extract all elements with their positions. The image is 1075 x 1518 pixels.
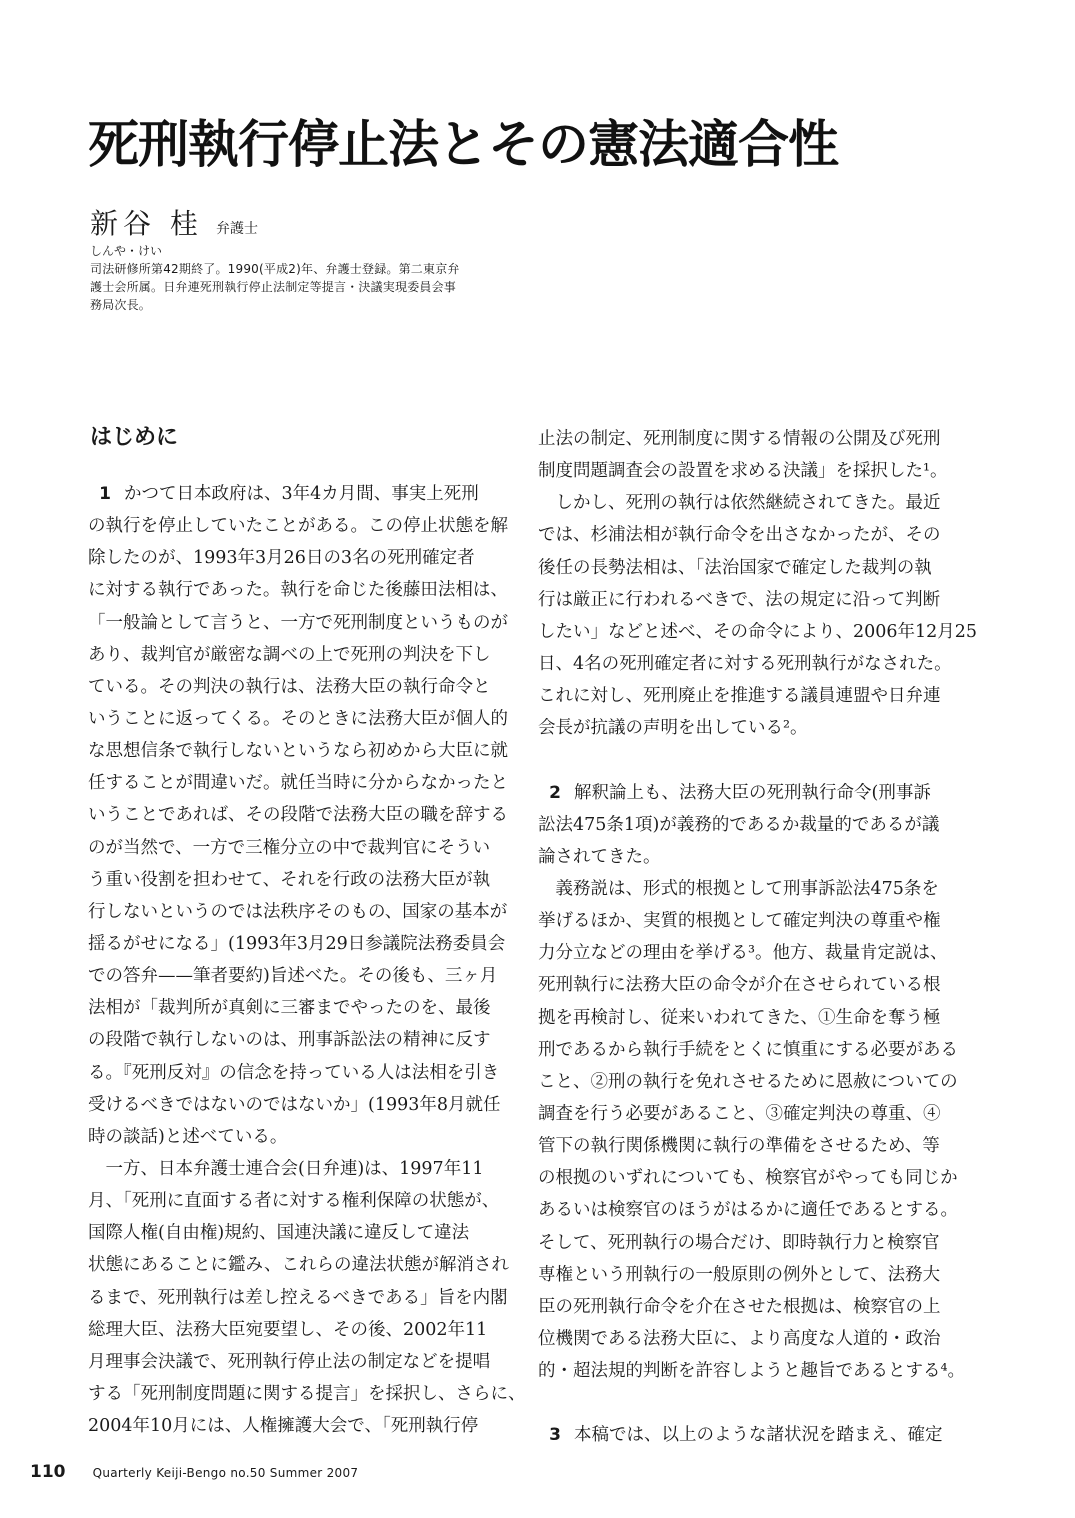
article-title: 死刑執行停止法とその憲法適合性 — [88, 116, 839, 175]
text-line: 1 かつて日本政府は、3年4カ月間、事実上死刑 — [88, 478, 518, 510]
text-line: 「一般論として言うと、一方で死刑制度というものが — [88, 612, 508, 633]
text-line: 行しないというのでは法秩序そのもの、国家の基本が — [88, 901, 508, 922]
text-line: したい」などと述べ、その命令により、2006年12月25 — [538, 621, 978, 642]
text-line: 専権という刑執行の一般原則の例外として、法務大 — [538, 1264, 941, 1285]
text-line: 除したのが、1993年3月26日の3名の死刑確定者 — [88, 548, 475, 569]
text-line: の執行を停止していたことがある。この停止状態を解 — [88, 516, 508, 537]
text-line: こと、②刑の執行を免れさせるために恩赦についての — [538, 1071, 958, 1092]
text-line: 日、4名の死刑確定者に対する死刑執行がなされた。 — [538, 653, 952, 674]
text-line: ている。その判決の執行は、法務大臣の執行命令と — [88, 676, 491, 697]
text-line: 法相が「裁判所が真剣に三審までやったのを、最後 — [88, 998, 491, 1019]
text-line: 義務説は、形式的根拠として刑事訴訟法475条を — [555, 878, 939, 899]
text-line: これに対し、死刑廃止を推進する議員連盟や日弁連 — [538, 686, 941, 707]
text-line: 訟法475条1項)が義務的であるか裁量的であるが議 — [538, 814, 940, 835]
author-name: 新谷 桂 — [90, 207, 203, 240]
section-number: 3 — [549, 1425, 561, 1446]
text-line: 2004年10月には、人権擁護大会で、「死刑執行停 — [88, 1416, 479, 1437]
text-line: な思想信条で執行しないというなら初めから大臣に就 — [88, 741, 508, 762]
right-column — [538, 423, 978, 1452]
author-role: 弁護士 — [216, 221, 258, 237]
text-line: 2 解釈論上も、法務大臣の死刑執行命令(刑事訴 — [538, 777, 968, 809]
text-line: るまで、死刑執行は差し控えるべきである」旨を内閣 — [88, 1287, 508, 1308]
text-line: 調査を行う必要があること、③確定判決の尊重、④ — [538, 1103, 941, 1124]
text-line: あり、裁判官が厳密な調べの上で死刑の判決を下し — [88, 644, 491, 665]
section-number: 2 — [549, 782, 561, 803]
bio-line: 護士会所属。日弁連死刑執行停止法制定等提言・決議実現委員会事 — [90, 280, 457, 294]
text-line: 時の談話)と述べている。 — [88, 1126, 288, 1147]
text-line: 論されてきた。 — [538, 846, 661, 867]
section-number: 1 — [99, 484, 111, 504]
text-line: での答弁——筆者要約)旨述べた。その後も、三ヶ月 — [88, 966, 498, 987]
text-line: 状態にあることに鑑み、これらの違法状態が解消され — [88, 1255, 510, 1276]
text-line: 月理事会決議で、死刑執行停止法の制定などを提唱 — [88, 1351, 491, 1372]
text-line: 総理大臣、法務大臣宛要望し、その後、2002年11 — [88, 1319, 488, 1340]
left-column — [88, 478, 526, 1442]
text-line: 3 本稿では、以上のような諸状況を踏まえ、確定 — [538, 1419, 968, 1451]
text-line: 管下の執行関係機関に執行の準備をさせるため、等 — [538, 1136, 940, 1157]
text-line: 会長が抗議の声明を出している²。 — [538, 718, 808, 739]
text-line: 一方、日本弁護士連合会(日弁連)は、1997年11 — [105, 1158, 484, 1179]
text-line: 臣の死刑執行命令を介在させた根拠は、検察官の上 — [538, 1296, 941, 1317]
text-line: 月、「死刑に直面する者に対する権利保障の状態が、 — [88, 1191, 500, 1212]
journal-name: Quarterly Keiji-Bengo no.50 Summer 2007 — [92, 1466, 359, 1480]
page-number: 110 — [30, 1462, 66, 1482]
bio-line: 司法研修所第42期終了。1990(平成2)年、弁護士登録。第二東京弁 — [90, 262, 460, 276]
bio-line: 務局次長。 — [90, 298, 152, 312]
text-line: る。『死刑反対』の信念を持っている人は法相を引き — [88, 1062, 500, 1083]
text-line: う重い役割を担わせて、それを行政の法務大臣が執 — [88, 869, 491, 890]
text-line: 国際人権(自由権)規約、国連決議に違反して違法 — [88, 1223, 470, 1244]
text-line: いうことに返ってくる。そのときに法務大臣が個人的 — [88, 708, 508, 729]
text-line: 受けるべきではないのではないか」(1993年8月就任 — [88, 1094, 501, 1115]
text-line: に対する執行であった。執行を命じた後藤田法相は、 — [88, 580, 508, 601]
text-line: 死刑執行に法務大臣の命令が介在させられている根 — [538, 975, 941, 996]
text-line: 位機関である法務大臣に、より高度な人道的・政治 — [538, 1328, 941, 1349]
page-footer — [30, 1462, 358, 1482]
text-line: では、杉浦法相が執行命令を出さなかったが、その — [538, 525, 941, 546]
text-line: する「死刑制度問題に関する提言」を採択し、さらに、 — [88, 1383, 526, 1404]
text-line: のが当然で、一方で三権分立の中で裁判官にそうい — [88, 837, 491, 858]
author-reading: しんや・けい — [90, 244, 163, 258]
author-block — [90, 202, 258, 242]
section-heading: はじめに — [90, 425, 179, 450]
text-line: いうことであれば、その段階で法務大臣の職を辞する — [88, 805, 508, 826]
text-line: 行は厳正に行われるべきで、法の規定に沿って判断 — [538, 589, 941, 610]
text-line: そして、死刑執行の場合だけ、即時執行力と検察官 — [538, 1232, 940, 1253]
text-line: の根拠のいずれについても、検察官がやっても同じか — [538, 1168, 958, 1189]
text-line: 任することが間違いだ。就任当時に分からなかったと — [88, 773, 508, 794]
text-line: 揺るがせになる」(1993年3月29日参議院法務委員会 — [88, 933, 506, 954]
text-line: 拠を再検討し、従来いわれてきた、①生命を奪う極 — [538, 1007, 941, 1028]
text-line: 止法の制定、死刑制度に関する情報の公開及び死刑 — [538, 429, 941, 449]
text-line: 的・超法規的判断を許容しようと趣旨であるとする⁴。 — [538, 1361, 966, 1382]
text-line: あるいは検察官のほうがはるかに適任であるとする。 — [538, 1200, 958, 1221]
text-line: 後任の長勢法相は、「法治国家で確定した裁判の執 — [538, 557, 932, 578]
text-line: 力分立などの理由を挙げる³。他方、裁量肯定説は、 — [538, 943, 948, 964]
paragraph-gap — [538, 744, 968, 776]
author-bio — [90, 260, 530, 314]
text-line: しかし、死刑の執行は依然継続されてきた。最近 — [555, 493, 941, 514]
text-line: 挙げるほか、実質的根拠として確定判決の尊重や権 — [538, 911, 941, 932]
text-line: 刑であるから執行手続をとくに慎重にする必要がある — [538, 1039, 958, 1060]
text-line: 制度問題調査会の設置を求める決議」を採択した¹。 — [538, 461, 948, 482]
paragraph-gap — [538, 1387, 968, 1419]
text-line: の段階で執行しないのは、刑事訴訟法の精神に反す — [88, 1030, 491, 1051]
